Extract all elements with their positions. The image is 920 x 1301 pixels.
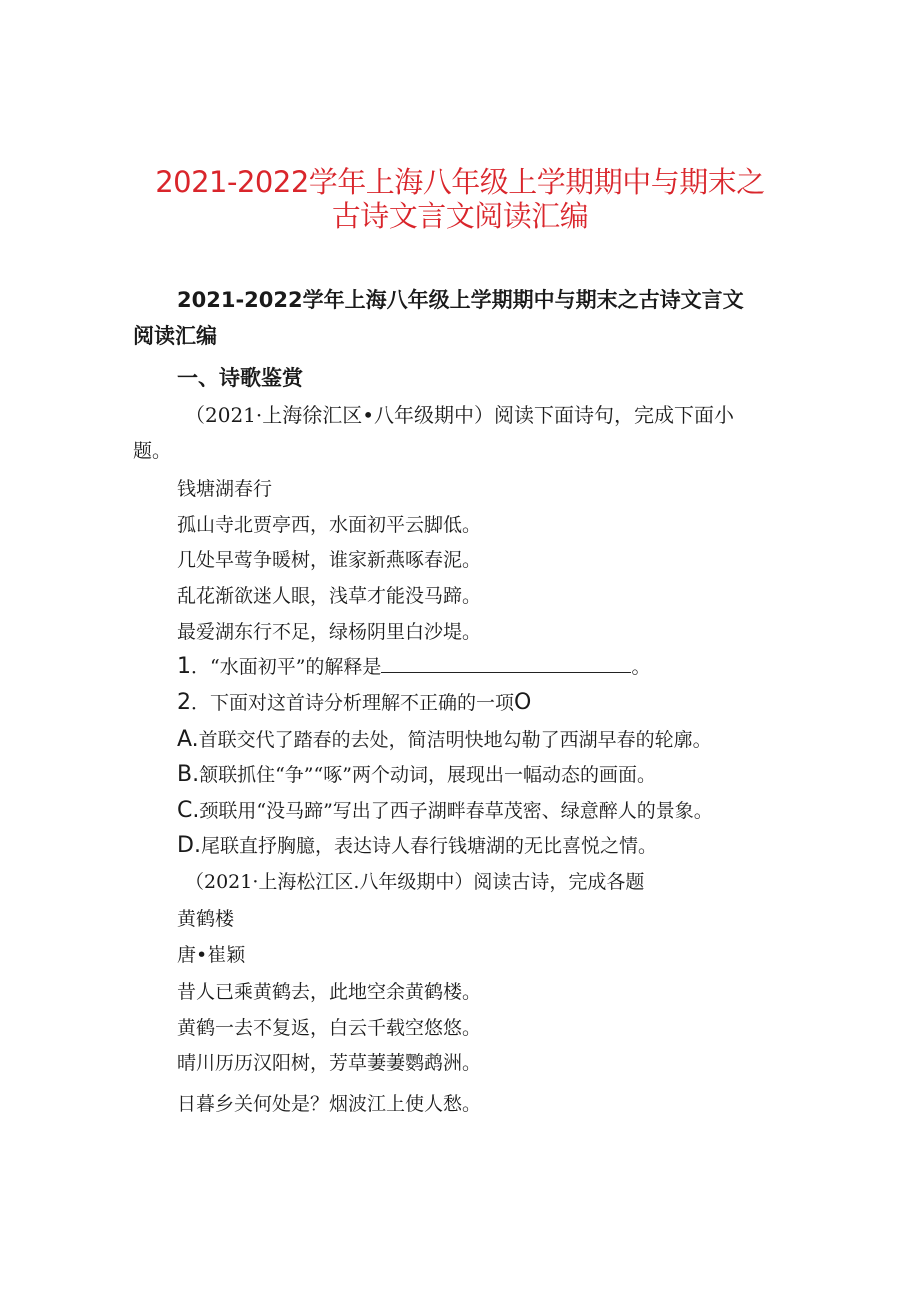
question-source-1-line-2: 题。 (133, 440, 172, 462)
question-1 (177, 654, 650, 680)
poem1-line: 孤山寺北贾亭西，水面初平云脚低。 (177, 514, 482, 536)
answer-blank[interactable] (381, 656, 631, 673)
question-end: O (514, 690, 532, 715)
option-c (177, 798, 713, 824)
question-source-2: （2021·上海松江区.八年级期中）阅读古诗，完成各题 (185, 871, 645, 893)
poem1-title: 钱塘湖春行 (177, 478, 273, 500)
question-end: 。 (631, 656, 651, 678)
poem2-line: 晴川历历汉阳树，芳草萋萋鹦鹉洲。 (177, 1052, 482, 1074)
question-number: 1 (177, 654, 191, 679)
poem2-line: 日暮乡关何处是？烟波江上使人愁。 (177, 1093, 482, 1115)
poem1-line: 几处早莺争暖树，谁家新燕啄春泥。 (177, 549, 482, 571)
poem2-title: 黄鹤楼 (177, 908, 235, 930)
option-letter: C. (177, 798, 200, 823)
option-a (177, 727, 712, 753)
heading-line-1: 2021-2022学年上海八年级上学期期中与期末之古诗文言文 (177, 288, 744, 312)
option-text: 首联交代了踏春的去处，简洁明快地勾勒了西湖早春的轮廓。 (198, 729, 712, 751)
poem2-line: 昔人已乘黄鹤去，此地空余黄鹤楼。 (177, 981, 482, 1003)
section-heading: 一、诗歌鉴赏 (177, 366, 303, 390)
option-b (177, 762, 656, 788)
option-letter: B. (177, 762, 200, 787)
question-number: 2 (177, 690, 191, 715)
question-text: ．下面对这首诗分析理解不正确的一项 (191, 692, 515, 714)
poem2-author: 唐•崔颖 (177, 944, 246, 966)
option-letter: D. (177, 833, 201, 858)
question-source-1-line-1: （2021·上海徐汇区•八年级期中）阅读下面诗句，完成下面小 (185, 403, 735, 427)
poem1-line: 乱花渐欲迷人眼，浅草才能没马蹄。 (177, 585, 482, 607)
question-2 (177, 690, 531, 716)
option-text: 颔联抓住“争”“啄”两个动词，展现出一幅动态的画面。 (199, 764, 656, 786)
poem2-line: 黄鹤一去不复返，白云千载空悠悠。 (177, 1017, 482, 1039)
option-text: 颈联用“没马蹄”写出了西子湖畔春草茂密、绿意醉人的景象。 (199, 800, 713, 822)
poem1-line: 最爱湖东行不足，绿杨阴里白沙堤。 (177, 621, 482, 643)
option-text: 尾联直抒胸臆，表达诗人春行钱塘湖的无比喜悦之情。 (200, 835, 657, 857)
document-title-line-1: 2021-2022学年上海八年级上学期期中与期末之 (155, 165, 765, 199)
option-d (177, 833, 657, 859)
document-title-line-2: 古诗文言文阅读汇编 (331, 199, 589, 233)
heading-line-2: 阅读汇编 (133, 324, 217, 348)
question-text: ．“水面初平”的解释是 (191, 656, 382, 678)
option-letter: A. (177, 727, 199, 752)
